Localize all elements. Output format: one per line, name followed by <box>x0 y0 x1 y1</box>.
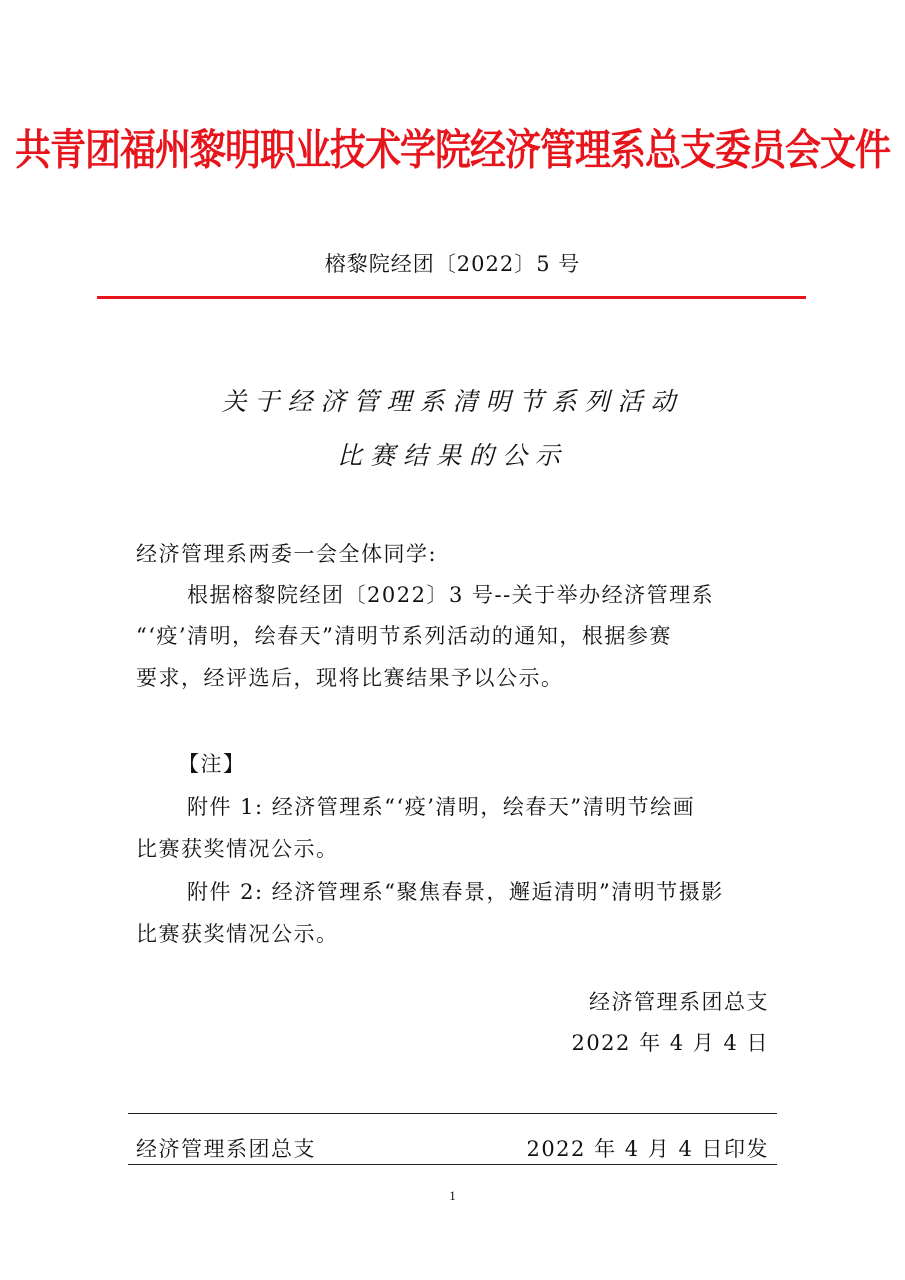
footer-issuer: 经济管理系团总支 <box>136 1137 316 1161</box>
salutation: 经济管理系两委一会全体同学: <box>136 542 438 566</box>
body-paragraph-line-2: “‘疫’清明，绘春天”清明节系列活动的通知，根据参赛 <box>136 624 672 648</box>
footer-bottom-rule <box>128 1164 777 1165</box>
body-paragraph-line-1: 根据榕黎院经团〔2022〕3 号--关于举办经济管理系 <box>187 583 715 607</box>
document-number: 榕黎院经团〔2022〕5 号 <box>324 252 581 276</box>
footer-top-rule <box>128 1113 777 1114</box>
attachment-2-line-1: 附件 2: 经济管理系“聚焦春景，邂逅清明”清明节摄影 <box>187 880 724 904</box>
body-paragraph-line-3: 要求，经评选后，现将比赛结果予以公示。 <box>136 666 564 690</box>
notice-title-line-1: 关于经济管理系清明节系列活动 <box>221 387 684 416</box>
attachment-1-line-1: 附件 1: 经济管理系“‘疫’清明，绘春天”清明节绘画 <box>187 795 696 819</box>
attachment-1-line-2: 比赛获奖情况公示。 <box>136 837 339 861</box>
masthead-title: 共青团福州黎明职业技术学院经济管理系总支委员会文件 <box>14 126 890 176</box>
footer-issue-date: 2022 年 4 月 4 日印发 <box>526 1137 769 1161</box>
signature-date: 2022 年 4 月 4 日 <box>571 1031 769 1055</box>
page-number: 1 <box>449 1188 456 1203</box>
signature-org: 经济管理系团总支 <box>589 990 769 1014</box>
red-divider-line <box>97 296 806 299</box>
note-label: 【注】 <box>178 752 246 776</box>
attachment-2-line-2: 比赛获奖情况公示。 <box>136 922 339 946</box>
notice-title-line-2: 比赛结果的公示 <box>336 441 568 470</box>
